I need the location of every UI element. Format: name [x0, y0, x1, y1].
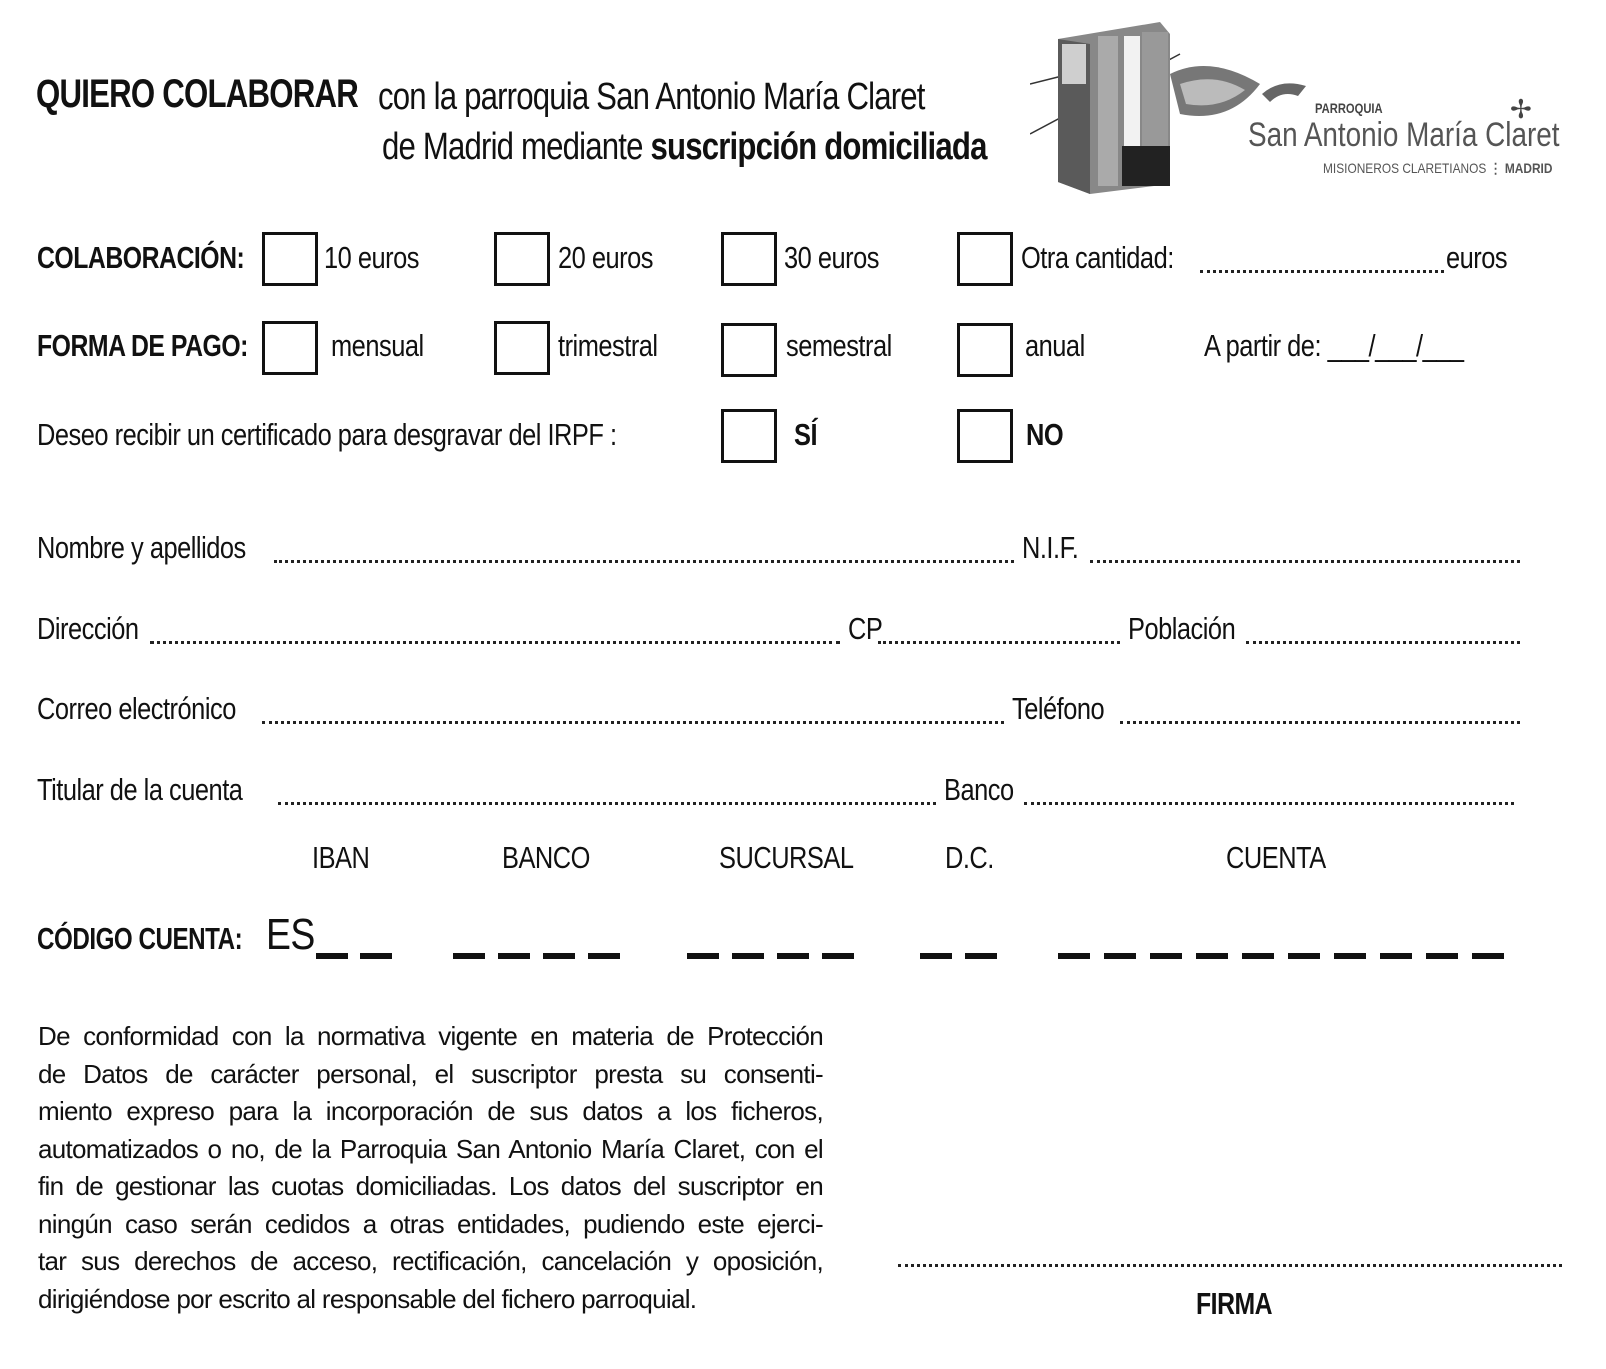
header-title-line1: con la parroquia San Antonio María Claret [378, 76, 925, 118]
poblacion-label: Población [1128, 611, 1236, 646]
pago-semestral-label: semestral [786, 328, 892, 363]
forma-pago-label: FORMA DE PAGO: [37, 328, 248, 363]
amount-other-checkbox[interactable] [957, 232, 1013, 286]
header-line2-a: de Madrid mediante [382, 126, 643, 168]
start-date-label: A partir de: [1204, 328, 1322, 363]
header-line2-b: suscripción domiciliada [650, 126, 987, 168]
iban-header: IBAN [312, 840, 370, 875]
pago-semestral-checkbox[interactable] [721, 323, 777, 377]
nombre-input[interactable] [274, 560, 1014, 563]
amount-20-label: 20 euros [558, 240, 653, 275]
certificado-yes-checkbox[interactable] [721, 409, 777, 463]
pago-anual-checkbox[interactable] [957, 323, 1013, 377]
pago-trimestral-checkbox[interactable] [494, 321, 550, 375]
correo-label: Correo electrónico [37, 691, 236, 726]
certificado-yes-label: SÍ [794, 417, 818, 452]
cp-label: CP [848, 611, 883, 646]
certificado-label: Deseo recibir un certificado para desgravar del IRPF : [37, 417, 617, 452]
direccion-input[interactable] [150, 641, 840, 644]
firma-label: FIRMA [1196, 1286, 1273, 1321]
cp-input[interactable] [878, 641, 1120, 644]
certificado-no-checkbox[interactable] [957, 409, 1013, 463]
poblacion-input[interactable] [1246, 641, 1520, 644]
header-title-bold: QUIERO COLABORAR [36, 72, 359, 116]
legal-line: dirigiéndose por escrito al responsable del fichero parroquial. [38, 1283, 697, 1314]
iban-prefix: ES [266, 910, 315, 959]
pago-mensual-checkbox[interactable] [262, 321, 318, 375]
amount-other-input[interactable] [1200, 270, 1444, 273]
amount-30-checkbox[interactable] [721, 232, 777, 286]
direccion-label: Dirección [37, 611, 139, 646]
colaboracion-label: COLABORACIÓN: [37, 240, 245, 275]
titular-input[interactable] [278, 802, 936, 805]
sucursal-header: SUCURSAL [719, 840, 854, 875]
logo-subtitle: MISIONEROS CLARETIANOS ⋮ MADRID [1323, 160, 1553, 176]
start-date-field[interactable] [1204, 328, 1464, 364]
dc-header: D.C. [945, 840, 994, 875]
cross-icon: ✢ [1510, 94, 1532, 124]
titular-label: Titular de la cuenta [37, 772, 243, 807]
legal-line: de Datos de carácter personal, el suscriptor presta su consenti- [38, 1058, 823, 1089]
nombre-label: Nombre y apellidos [37, 530, 246, 565]
cuenta-header: CUENTA [1226, 840, 1326, 875]
nif-label: N.I.F. [1022, 530, 1079, 565]
legal-notice [38, 1018, 823, 1318]
nif-input[interactable] [1090, 560, 1520, 563]
correo-input[interactable] [262, 721, 1004, 724]
amount-10-label: 10 euros [324, 240, 419, 275]
codigo-cuenta-label: CÓDIGO CUENTA: [37, 921, 243, 956]
certificado-no-label: NO [1026, 417, 1064, 452]
amount-10-checkbox[interactable] [262, 232, 318, 286]
pago-trimestral-label: trimestral [558, 328, 658, 363]
legal-line: tar sus derechos de acceso, rectificación, cancelación y oposición, [38, 1246, 823, 1276]
start-date-value: ___/___/___ [1327, 328, 1464, 363]
amount-other-label: Otra cantidad: [1021, 240, 1174, 275]
amount-20-checkbox[interactable] [494, 232, 550, 286]
banco-label: Banco [944, 772, 1014, 807]
amount-other-unit: euros [1446, 240, 1508, 275]
header-title-line2 [382, 126, 987, 169]
logo-sub-b: MADRID [1504, 160, 1553, 176]
legal-line: ningún caso serán cedidos a otras entidades, pudiendo este ejerci- [38, 1208, 823, 1239]
banco-header: BANCO [502, 840, 590, 875]
logo-name: San Antonio María Claret [1248, 116, 1560, 154]
legal-line: miento expreso para la incorporación de sus datos a los ficheros, [38, 1096, 823, 1126]
legal-line: De conformidad con la normativa vigente en materia de Protección [38, 1021, 823, 1051]
banco-input[interactable] [1024, 802, 1514, 805]
telefono-label: Teléfono [1012, 691, 1105, 726]
legal-line: fin de gestionar las cuotas domiciliadas. Los datos del suscriptor en [38, 1171, 823, 1201]
amount-30-label: 30 euros [784, 240, 879, 275]
pago-anual-label: anual [1025, 328, 1085, 363]
parish-logo [1030, 14, 1590, 194]
telefono-input[interactable] [1120, 721, 1520, 724]
logo-small-text: PARROQUIA [1315, 100, 1383, 116]
pago-mensual-label: mensual [331, 328, 424, 363]
legal-line: automatizados o no, de la Parroquia San Antonio María Claret, con el [38, 1133, 823, 1164]
logo-sub-a: MISIONEROS CLARETIANOS [1323, 160, 1487, 176]
signature-line[interactable] [898, 1264, 1562, 1267]
